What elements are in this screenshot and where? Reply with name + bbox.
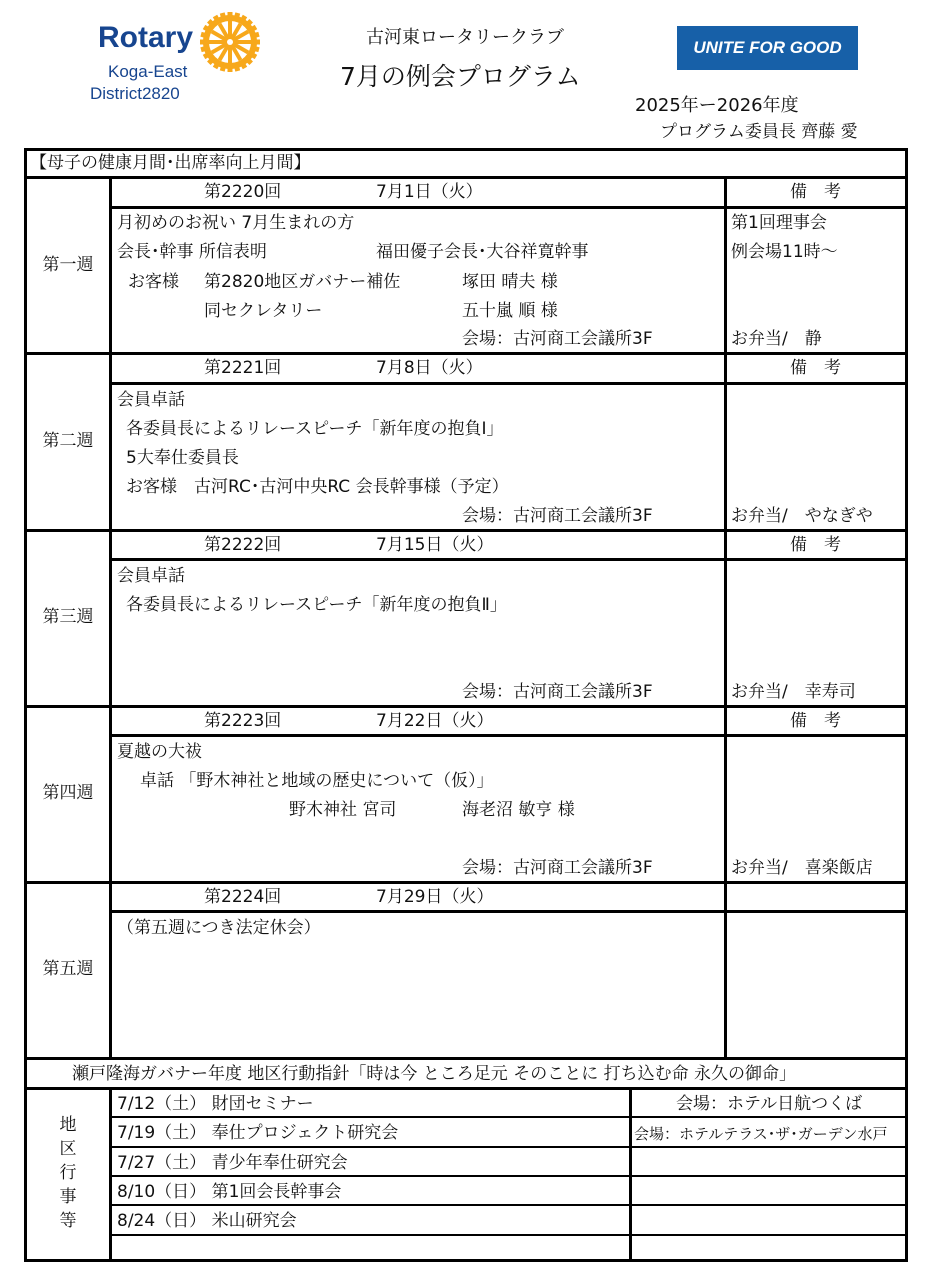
district-event-venue: 会場：ホテルテラス･ザ･ガーデン水戸	[634, 1125, 888, 1143]
district-event-venue: 会場：ホテル日航つくば	[676, 1094, 863, 1114]
district-event: 7/27（土） 青少年奉仕研究会	[117, 1153, 348, 1173]
week-3-lunch: お弁当/ 幸寿司	[731, 682, 856, 702]
rotary-wheel-icon	[198, 10, 262, 74]
week-1-guest1-role: 第2820地区ガバナー補佐	[204, 272, 401, 292]
program-chair: プログラム委員長 齊藤 愛	[660, 122, 858, 142]
club-name: 古河東ロータリークラブ	[366, 27, 564, 48]
week-2-line: お客様 古河RC･古河中央RC 会長幹事様（予定）	[126, 477, 509, 497]
week-2-line: 5大奉仕委員長	[126, 448, 239, 468]
week-4-meeting-no: 第2223回	[204, 711, 282, 731]
week-1-line: 月初めのお祝い 7月生まれの方	[117, 213, 355, 233]
week-1-remark: 第1回理事会	[731, 213, 827, 233]
week-5-label: 第五週	[42, 959, 94, 979]
week-1-venue: 会場：古河商工会議所3F	[462, 329, 653, 349]
week-4-line: 卓話 「野木神社と地域の歴史について（仮）」	[140, 771, 494, 791]
unite-for-good-badge: UNITE FOR GOOD	[677, 26, 858, 70]
week-4-lunch: お弁当/ 喜楽飯店	[731, 858, 873, 878]
week-3-venue: 会場：古河商工会議所3F	[462, 682, 653, 702]
rotary-logo-text: Rotary	[98, 21, 194, 54]
district-label-char: 事	[59, 1187, 77, 1207]
week-1-guest2-role: 同セクレタリー	[204, 301, 323, 321]
monthly-theme: 【母子の健康月間･出席率向上月間】	[30, 153, 311, 173]
district-event: 7/19（土） 奉仕プロジェクト研究会	[117, 1123, 399, 1143]
week-2-meeting-no: 第2221回	[204, 358, 282, 378]
week-5-line: （第五週につき法定休会）	[117, 918, 321, 938]
week-4-speaker-role: 野木神社 宮司	[289, 800, 397, 820]
week-1-officers: 福田優子会長･大谷祥寛幹事	[376, 242, 589, 262]
week-1-date: 7月1日（火）	[376, 182, 483, 202]
week-1-guest2-name: 五十嵐 順 様	[462, 301, 558, 321]
week-5-date: 7月29日（火）	[376, 887, 494, 907]
week-1-meeting-no: 第2220回	[204, 182, 282, 202]
week-1-officers-label: 会長･幹事 所信表明	[117, 242, 267, 262]
fiscal-year: 2025年ー2026年度	[635, 95, 799, 116]
week-3-meeting-no: 第2222回	[204, 535, 282, 555]
week-2-line: 会員卓話	[117, 390, 185, 410]
page-title: 7月の例会プログラム	[340, 62, 581, 91]
week-3-line: 会員卓話	[117, 566, 185, 586]
week-1-guest-label: お客様	[128, 272, 179, 292]
week-3-date: 7月15日（火）	[376, 535, 494, 555]
district-event: 8/10（日） 第1回会長幹事会	[117, 1182, 342, 1202]
week-4-line: 夏越の大祓	[117, 742, 202, 762]
week-2-venue: 会場：古河商工会議所3F	[462, 506, 653, 526]
week-1-guest1-name: 塚田 晴夫 様	[462, 272, 558, 292]
district-motto: 瀬戸隆海ガバナー年度 地区行動指針「時は今 ところ足元 そのことに 打ち込む命 永久の御命」	[72, 1064, 797, 1084]
district-event: 7/12（土） 財団セミナー	[117, 1094, 314, 1114]
district-event: 8/24（日） 米山研究会	[117, 1211, 297, 1231]
week-1-lunch: お弁当/ 静	[731, 329, 822, 349]
week-2-date: 7月8日（火）	[376, 358, 483, 378]
week-1-remark: 例会場11時～	[731, 242, 838, 262]
remarks-header: 備 考	[790, 535, 841, 555]
week-2-label: 第二週	[42, 431, 94, 451]
logo-subtitle: Koga-East	[108, 62, 188, 81]
district-label-char: 行	[59, 1163, 77, 1183]
district-label-char: 等	[59, 1211, 77, 1231]
week-4-speaker-name: 海老沼 敏亨 様	[462, 800, 575, 820]
week-4-date: 7月22日（火）	[376, 711, 494, 731]
week-4-venue: 会場：古河商工会議所3F	[462, 858, 653, 878]
week-2-lunch: お弁当/ やなぎや	[731, 506, 873, 526]
week-3-label: 第三週	[42, 607, 94, 627]
week-5-meeting-no: 第2224回	[204, 887, 282, 907]
logo-district: District2820	[90, 84, 180, 103]
district-label-char: 地	[59, 1115, 77, 1135]
remarks-header: 備 考	[790, 182, 841, 202]
week-1-label: 第一週	[42, 255, 94, 275]
remarks-header: 備 考	[790, 711, 841, 731]
week-3-line: 各委員長によるリレースピーチ「新年度の抱負Ⅱ」	[126, 595, 507, 615]
district-label-char: 区	[59, 1139, 77, 1159]
week-2-line: 各委員長によるリレースピーチ「新年度の抱負Ⅰ」	[126, 419, 504, 439]
remarks-header: 備 考	[790, 358, 841, 378]
week-4-label: 第四週	[42, 783, 94, 803]
